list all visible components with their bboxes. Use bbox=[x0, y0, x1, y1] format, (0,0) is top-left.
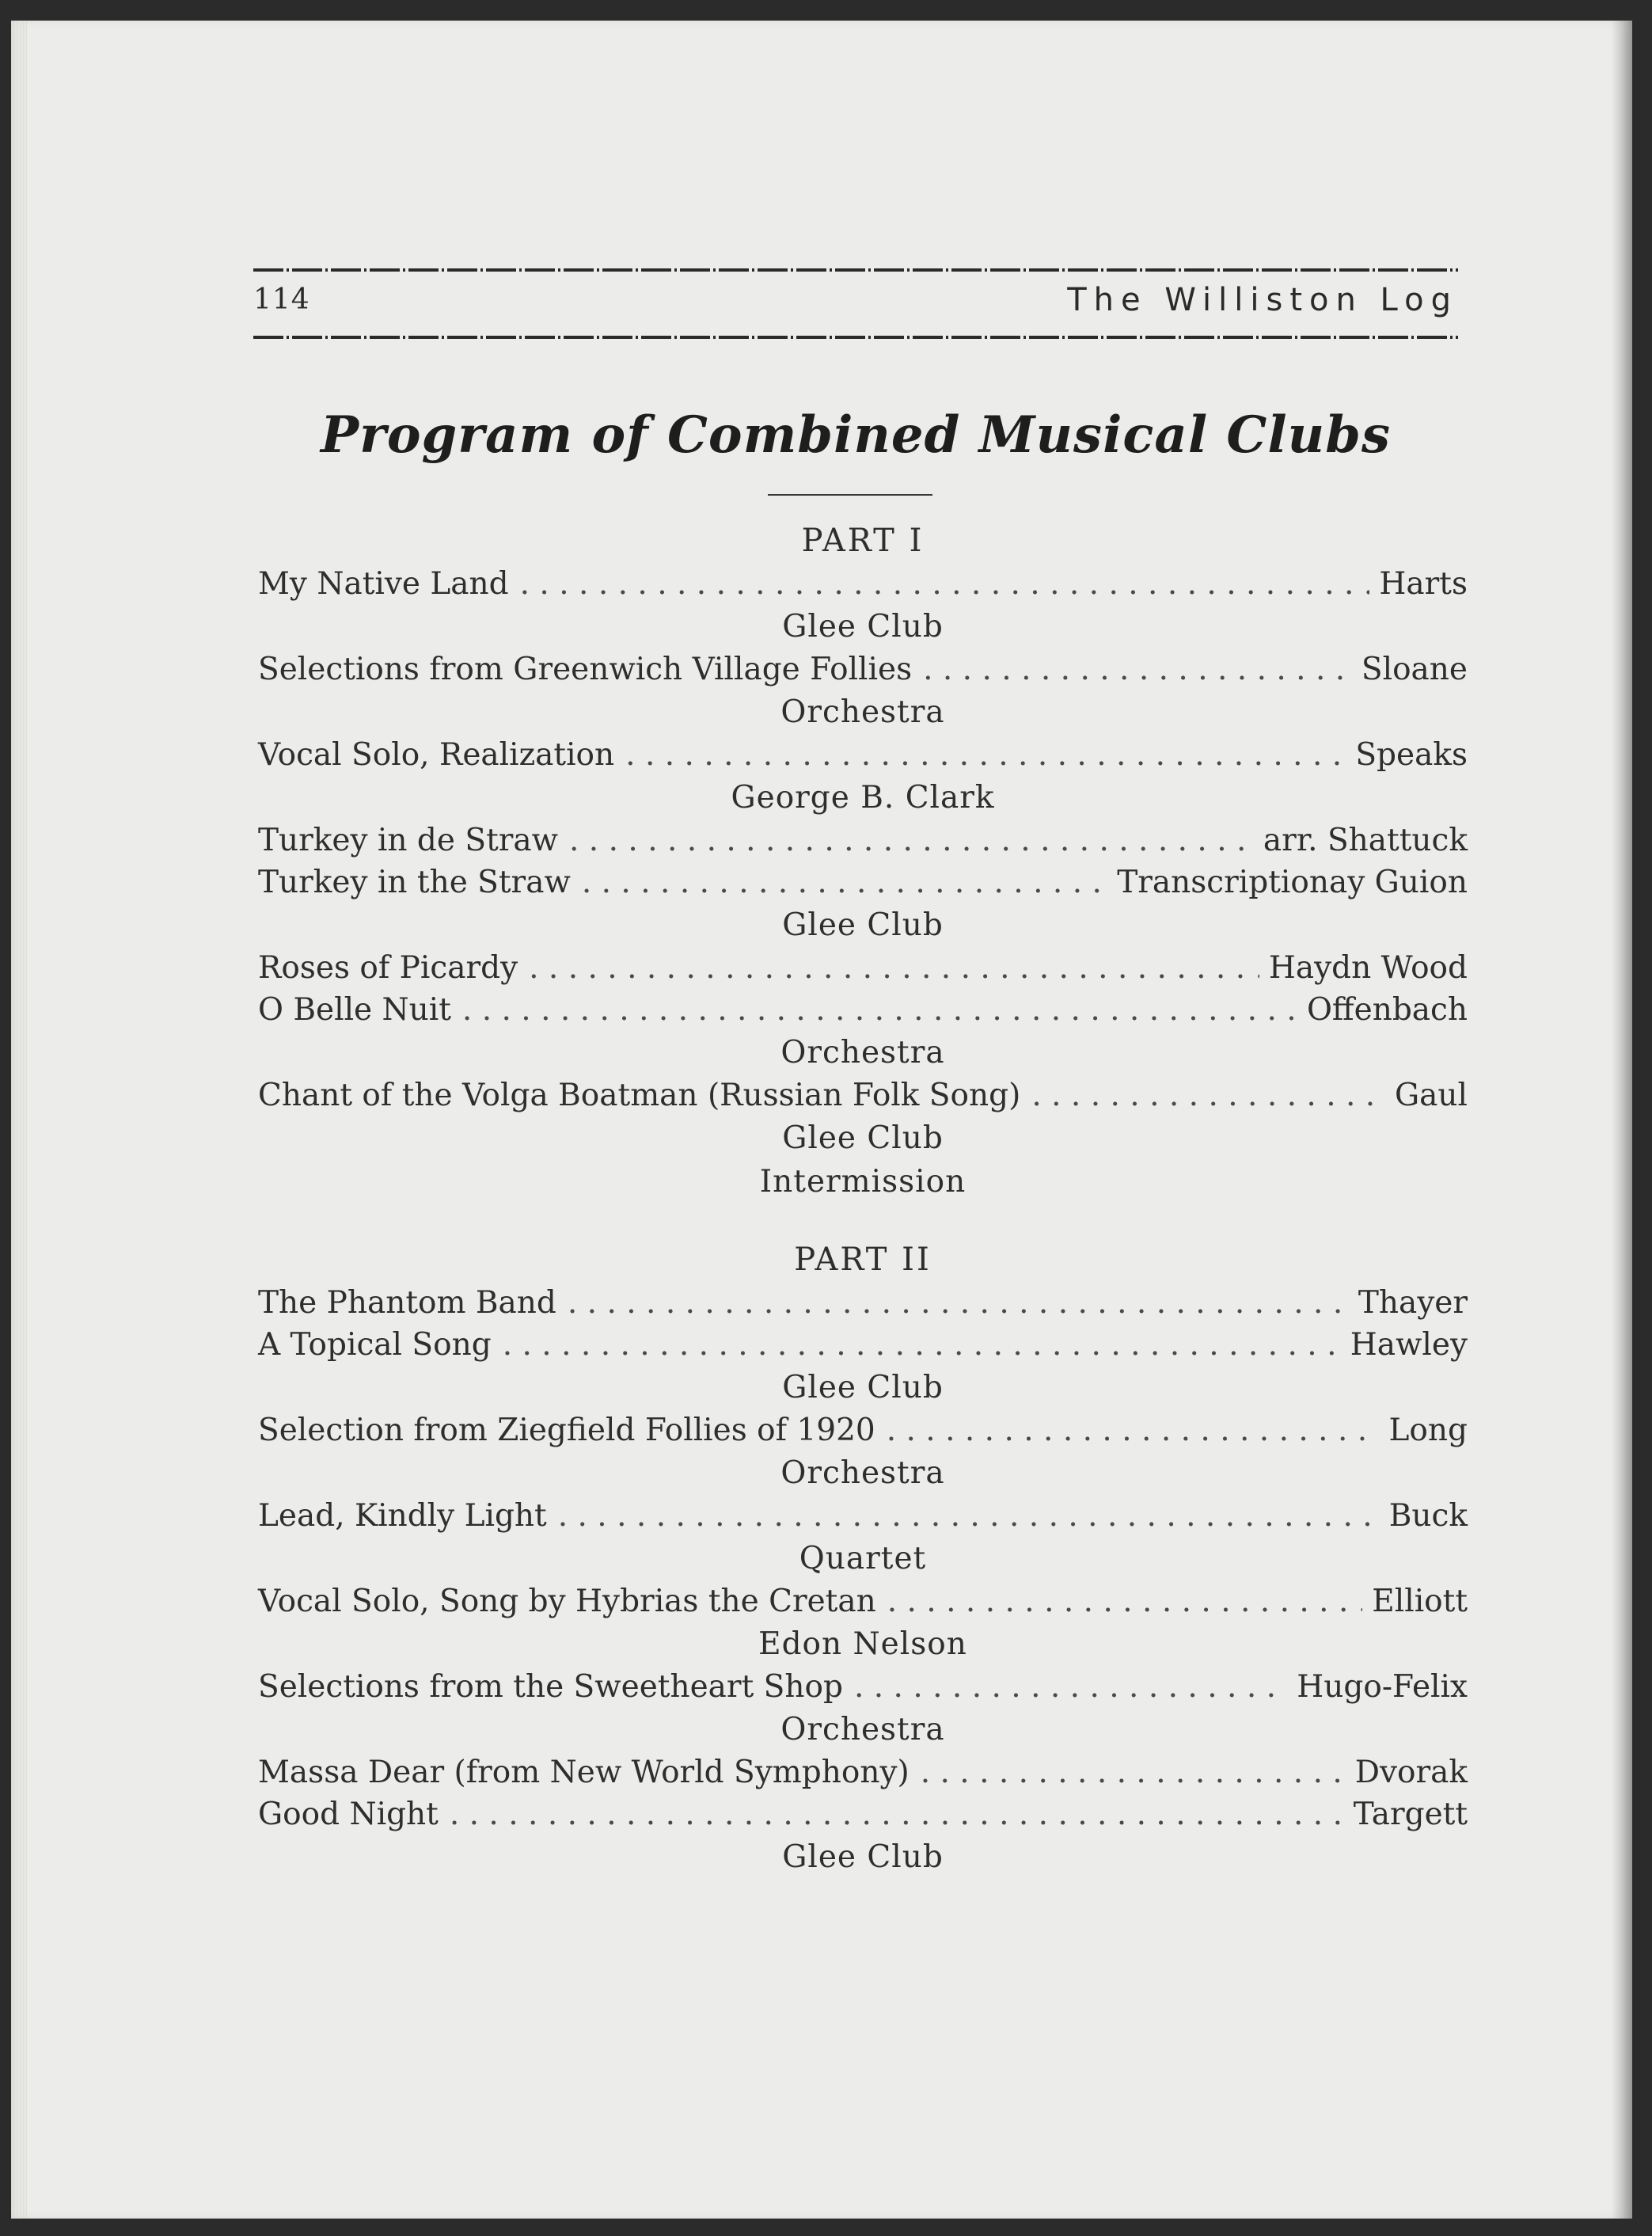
program-entry bbox=[258, 1580, 1468, 1622]
piece-title: Vocal Solo, Song by Hybrias the Cretan bbox=[258, 1584, 876, 1619]
composer-name: Haydn Wood bbox=[1259, 947, 1468, 989]
piece-title: Selections from the Sweetheart Shop bbox=[258, 1669, 843, 1705]
piece-title: Good Night bbox=[258, 1797, 439, 1832]
header-bottom-rule bbox=[253, 333, 1458, 341]
dot-leader bbox=[625, 734, 1346, 776]
program-entry bbox=[258, 819, 1468, 861]
performer-label: Orchestra bbox=[780, 1035, 945, 1070]
program-entry bbox=[258, 1409, 1468, 1451]
running-title: The Williston Log bbox=[1067, 282, 1458, 318]
dot-leader bbox=[568, 1282, 1349, 1324]
program-entry bbox=[258, 1751, 1468, 1793]
part-1-rows bbox=[258, 563, 1468, 1204]
piece-title: Massa Dear (from New World Symphony) bbox=[258, 1755, 910, 1790]
composer-name: Elliott bbox=[1362, 1580, 1468, 1622]
section-gap bbox=[258, 1204, 1468, 1238]
piece-title: The Phantom Band bbox=[258, 1285, 556, 1321]
title-divider bbox=[768, 494, 932, 496]
piece-title: Chant of the Volga Boatman (Russian Folk Song) bbox=[258, 1078, 1021, 1113]
program-entry bbox=[258, 1666, 1468, 1708]
performer-label: Orchestra bbox=[780, 1455, 945, 1491]
performer-label: Glee Club bbox=[782, 1370, 944, 1405]
composer-name: Dvorak bbox=[1346, 1751, 1468, 1793]
program-entry bbox=[258, 648, 1468, 690]
program-entry bbox=[258, 947, 1468, 989]
piece-title: Vocal Solo, Realization bbox=[258, 737, 615, 773]
dot-leader bbox=[462, 989, 1297, 1031]
dot-leader bbox=[503, 1324, 1341, 1366]
piece-title: Turkey in the Straw bbox=[258, 865, 571, 900]
program-entry bbox=[258, 989, 1468, 1031]
performer-label: Orchestra bbox=[780, 1712, 945, 1747]
piece-title: My Native Land bbox=[258, 566, 509, 602]
performer-label: Edon Nelson bbox=[758, 1626, 967, 1662]
dot-leader bbox=[529, 947, 1259, 989]
program-entry bbox=[258, 734, 1468, 776]
dot-leader bbox=[569, 819, 1254, 861]
program-entry bbox=[258, 861, 1468, 903]
program-entry bbox=[258, 1074, 1468, 1116]
page-header bbox=[253, 272, 1458, 320]
program-listing bbox=[258, 519, 1468, 1879]
program-entry bbox=[258, 1282, 1468, 1324]
page-shadow-edge bbox=[1612, 21, 1632, 2219]
performer-label: George B. Clark bbox=[731, 780, 995, 816]
composer-name: arr. Shattuck bbox=[1254, 819, 1468, 861]
piece-title: Roses of Picardy bbox=[258, 950, 518, 986]
composer-name: Long bbox=[1380, 1409, 1468, 1451]
program-entry bbox=[258, 1495, 1468, 1537]
performer-label: Orchestra bbox=[780, 694, 945, 730]
piece-title: Turkey in de Straw bbox=[258, 823, 559, 858]
piece-title: Selection from Ziegfield Follies of 1920 bbox=[258, 1413, 875, 1448]
dot-leader bbox=[1031, 1074, 1385, 1116]
program-entry bbox=[258, 1793, 1468, 1835]
dot-leader bbox=[921, 1751, 1346, 1793]
piece-title: Selections from Greenwich Village Follies bbox=[258, 652, 913, 687]
performer-label: Quartet bbox=[799, 1541, 927, 1576]
program-entry bbox=[258, 1324, 1468, 1366]
composer-name: Speaks bbox=[1346, 734, 1468, 776]
performer-label: Glee Club bbox=[782, 1839, 944, 1875]
program-entry bbox=[258, 563, 1468, 605]
intermission-label: Intermission bbox=[759, 1164, 967, 1200]
composer-name: Gaul bbox=[1385, 1074, 1468, 1116]
part-1-heading: PART I bbox=[801, 523, 925, 559]
composer-name: Hawley bbox=[1341, 1324, 1468, 1366]
part-2-heading: PART II bbox=[794, 1242, 932, 1278]
dot-leader bbox=[520, 563, 1370, 605]
composer-name: Hugo-Felix bbox=[1287, 1666, 1468, 1708]
page-binding-edge bbox=[11, 21, 27, 2219]
dot-leader bbox=[887, 1580, 1363, 1622]
composer-name: Offenbach bbox=[1297, 989, 1468, 1031]
page-number: 114 bbox=[253, 283, 310, 316]
document-page bbox=[11, 21, 1632, 2219]
dot-leader bbox=[854, 1666, 1287, 1708]
composer-name: Thayer bbox=[1349, 1282, 1468, 1324]
piece-title: Lead, Kindly Light bbox=[258, 1498, 547, 1534]
performer-label: Glee Club bbox=[782, 1120, 944, 1156]
performer-label: Glee Club bbox=[782, 609, 944, 645]
dot-leader bbox=[923, 648, 1352, 690]
piece-title: O Belle Nuit bbox=[258, 992, 451, 1028]
performer-label: Glee Club bbox=[782, 907, 944, 943]
composer-name: Transcriptionay Guion bbox=[1107, 861, 1468, 903]
composer-name: Harts bbox=[1369, 563, 1468, 605]
piece-title: A Topical Song bbox=[258, 1327, 492, 1363]
dot-leader bbox=[582, 861, 1107, 903]
composer-name: Targett bbox=[1344, 1793, 1468, 1835]
page-title: Program of Combined Musical Clubs bbox=[321, 405, 1391, 465]
dot-leader bbox=[558, 1495, 1380, 1537]
composer-name: Sloane bbox=[1352, 648, 1468, 690]
composer-name: Buck bbox=[1380, 1495, 1468, 1537]
dot-leader bbox=[887, 1409, 1380, 1451]
part-2-rows bbox=[258, 1282, 1468, 1879]
dot-leader bbox=[450, 1793, 1344, 1835]
